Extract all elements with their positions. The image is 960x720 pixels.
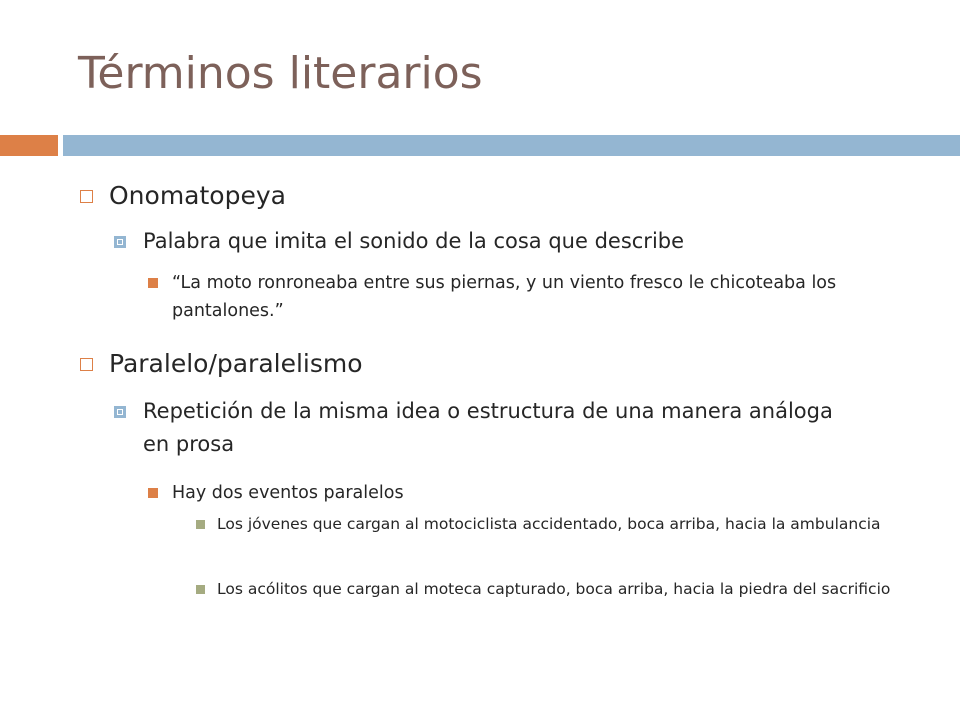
bullet-text: Onomatopeya [109,181,286,210]
bullet-text: Palabra que imita el sonido de la cosa que describe [143,229,685,253]
filled-square-bullet-icon [148,278,158,288]
filled-square-bullet-icon [196,585,205,594]
bullet-onomatopeya [109,179,909,213]
bullet-text: “La moto ronroneaba entre sus piernas, y un viento fresco le chicoteaba los pantalones.” [172,273,837,321]
bullet-text: Hay dos eventos paralelos [172,483,404,503]
hollow-square-bullet-icon [80,190,93,203]
bullet-text: Los jóvenes que cargan al motociclista accidentado, boca arriba, hacia la ambulancia [217,515,881,533]
bullet-example-onomatopeya [172,269,912,325]
slide-title: Términos literarios [78,48,483,99]
bullet-text: Repetición de la misma idea o estructura de una manera análoga en prosa [143,399,833,456]
hollow-square-bullet-icon [80,358,93,371]
filled-square-bullet-icon [148,488,158,498]
bullet-paralelos [172,479,912,507]
framed-square-bullet-icon [114,406,126,418]
bullet-text: Paralelo/paralelismo [109,349,363,378]
bullet-definition-onomatopeya [143,225,923,258]
bullet-evento-2 [217,577,917,601]
bullet-definition-paralelismo [143,395,863,461]
bullet-text: Los acólitos que cargan al moteca capturado, boca arriba, hacia la piedra del sacrificio [217,580,891,598]
framed-square-bullet-icon [114,236,126,248]
bullet-evento-1 [217,512,917,536]
bullet-paralelismo [109,347,909,381]
filled-square-bullet-icon [196,520,205,529]
